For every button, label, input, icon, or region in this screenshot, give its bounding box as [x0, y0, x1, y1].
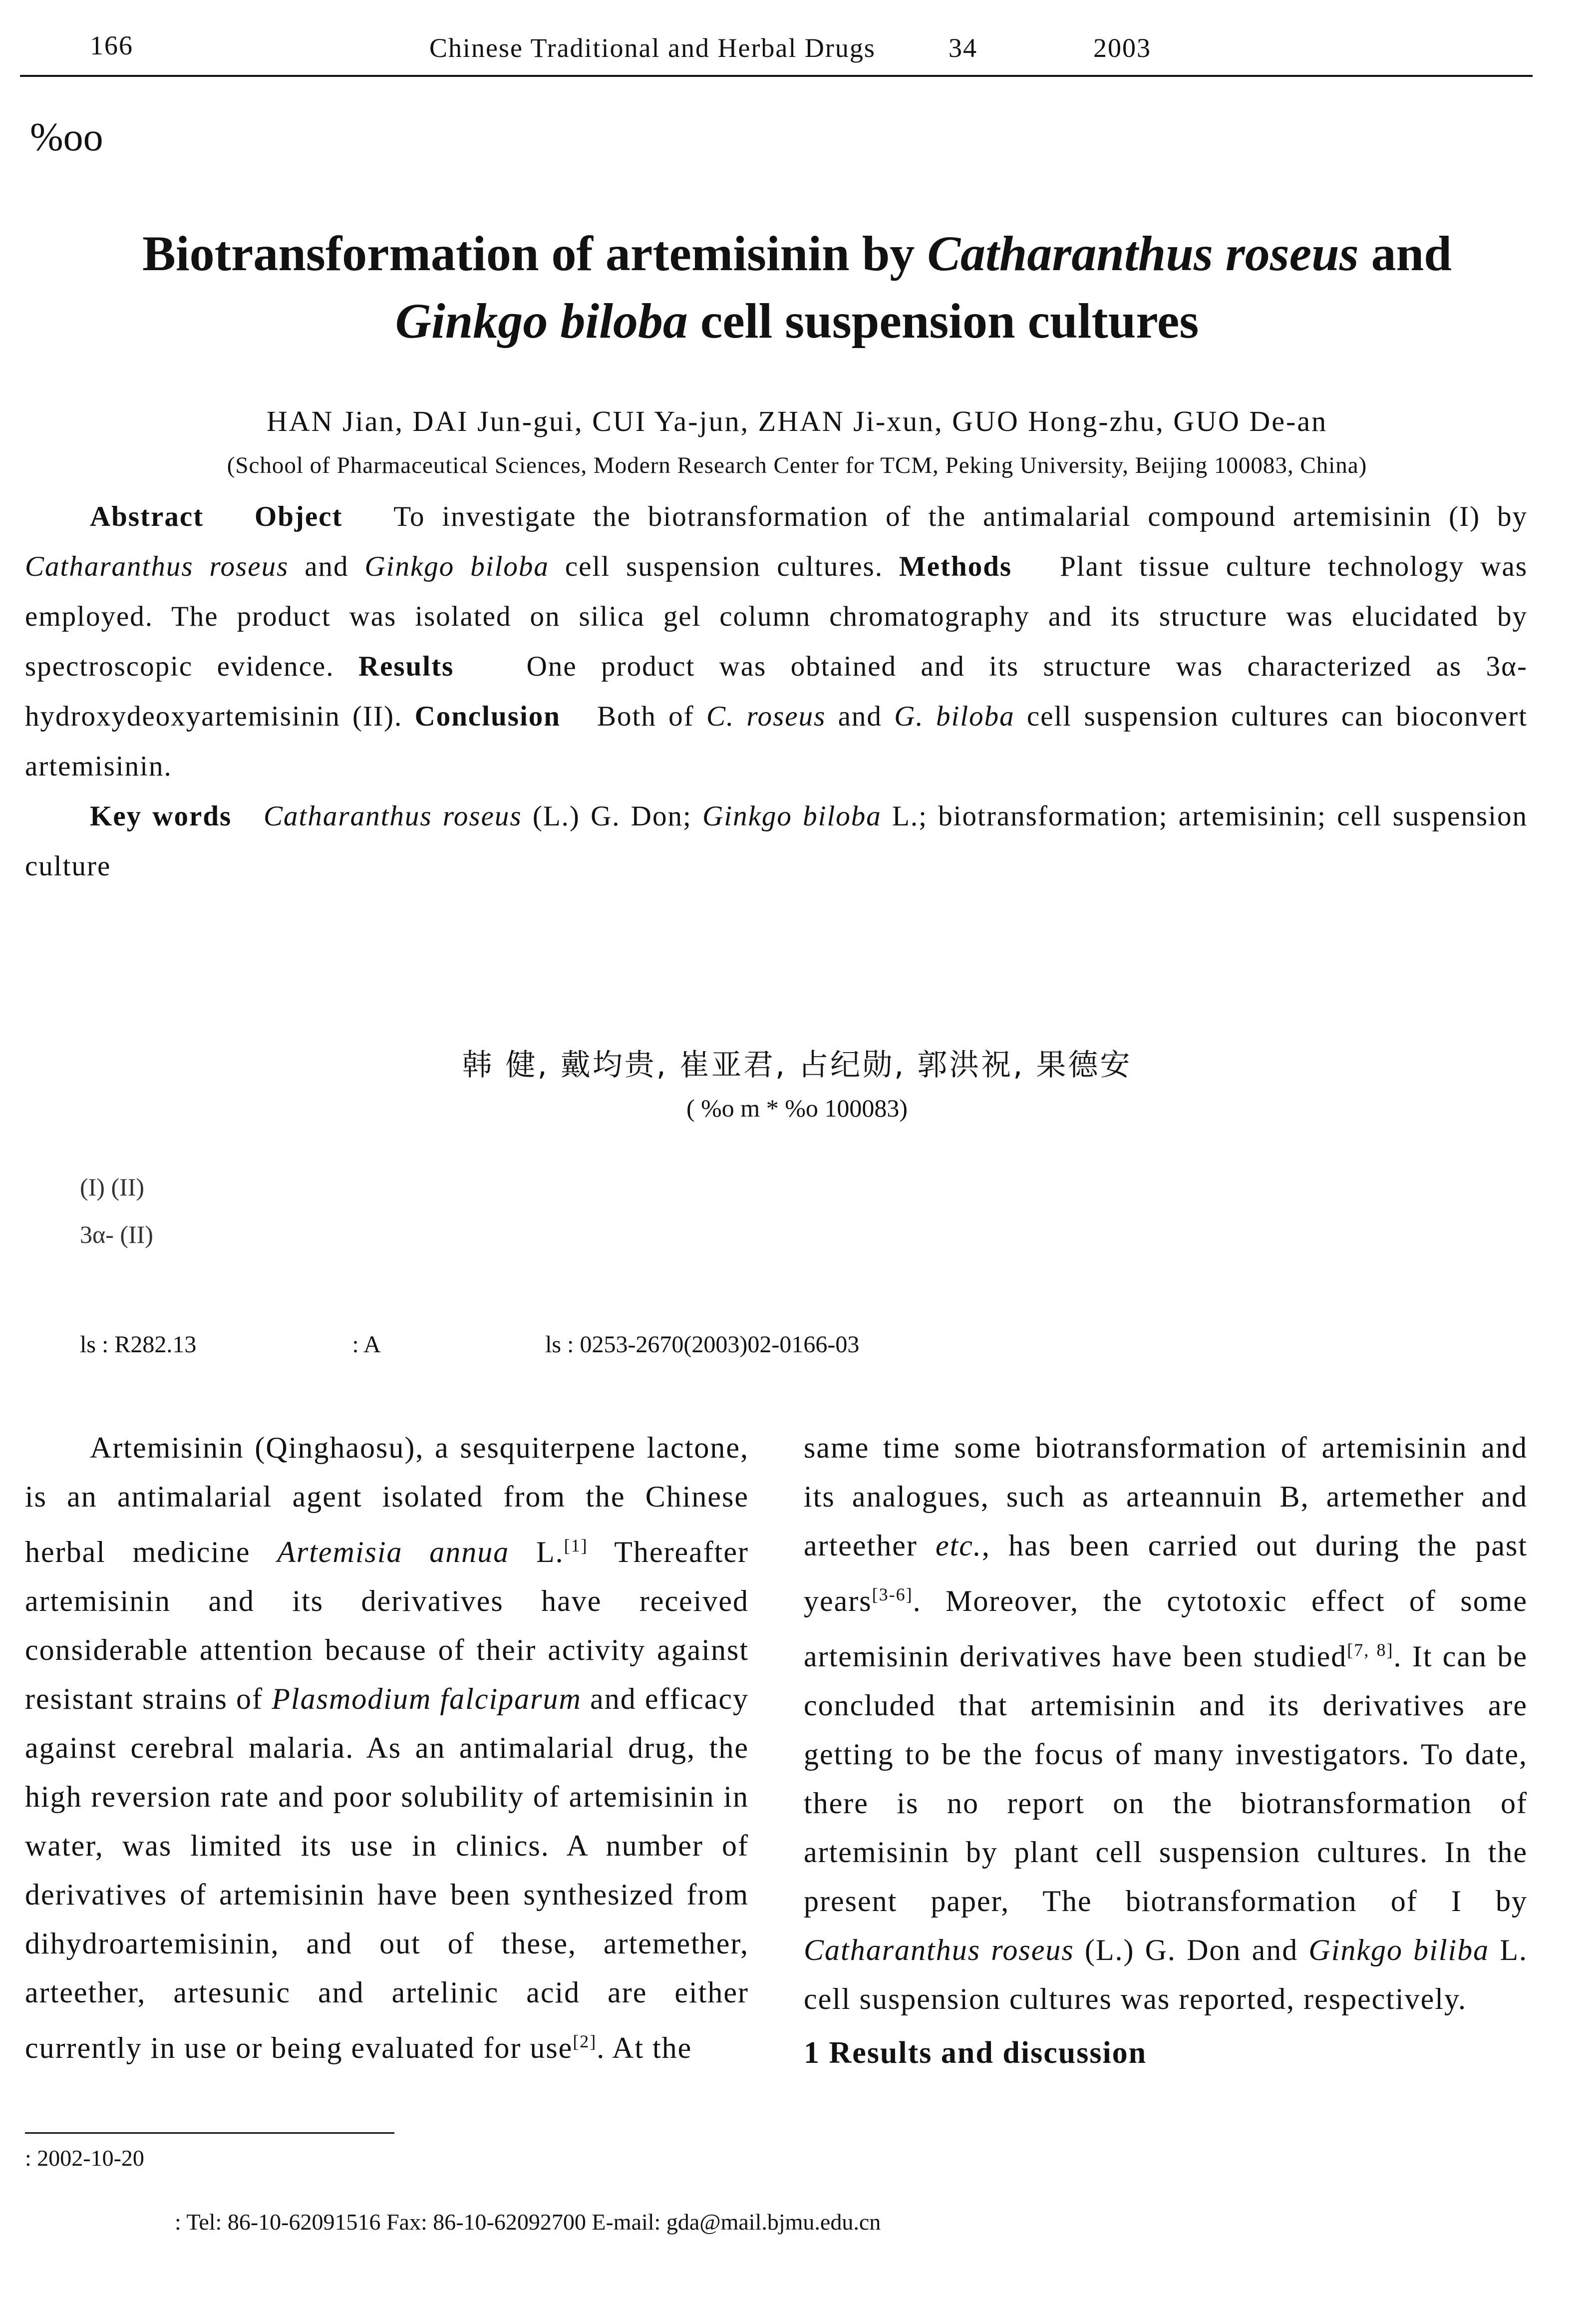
title-part1: Biotransformation of artemisinin by — [142, 226, 928, 281]
journal-name: Chinese Traditional and Herbal Drugs — [429, 33, 876, 63]
body-left-column — [25, 1423, 749, 2072]
ref-3: [3-6] — [872, 1584, 913, 1604]
conclusion-species1: C. roseus — [706, 701, 826, 732]
keyword-2: Ginkgo biloba — [702, 800, 882, 832]
conclusion-text2: cell suspension cultures can bioconvert artemisinin. — [25, 701, 1528, 782]
article-title-line2 — [0, 287, 1594, 355]
header-rule — [20, 75, 1533, 77]
ref-2: [2] — [573, 2031, 597, 2051]
rc-text-4: . It can be concluded that artemisinin and its derivatives are getting to be the focus of many investigators. To date, there is no report on the biotransformation of artemisinin by plant cell suspension cultures. In the present paper, The biotransformation of I by — [804, 1640, 1528, 1918]
footnote-blank — [25, 2174, 881, 2206]
object-label: Object — [254, 501, 343, 532]
object-text: To investigate the biotransformation of the antimalarial compound artemisinin (I) by — [393, 501, 1528, 532]
keyword-1: Catharanthus roseus — [264, 800, 522, 832]
section-label: %oo — [30, 115, 103, 159]
chinese-affiliation: ( %o m * %o 100083) — [686, 1094, 908, 1122]
conclusion-and: and — [826, 701, 895, 732]
rc-species-1: Catharanthus roseus — [804, 1934, 1074, 1966]
conclusion-species2: G. biloba — [894, 701, 1015, 732]
plasmodium-name: Plasmodium falciparum — [272, 1682, 582, 1715]
footnote-rule — [25, 2132, 394, 2134]
keyword-1-author: (L.) G. Don; — [522, 800, 703, 832]
body-text-1: Artemisinin (Qinghaosu), a sesquiterpene lactone, is an antimalarial agent isolated from the Chinese herbal medicine — [25, 1431, 749, 1568]
abstract-paragraph — [25, 492, 1528, 791]
body-text-4: . At the — [597, 2031, 692, 2064]
article-id: 0253-2670(2003)02-0166-03 — [580, 1331, 860, 1358]
doc-code-label: : — [352, 1331, 364, 1358]
artemisia-author: L. — [509, 1536, 564, 1568]
etc: etc. — [935, 1529, 982, 1562]
author-list: HAN Jian, DAI Jun-gui, CUI Ya-jun, ZHAN Ji-xun, GUO Hong-zhu, GUO De-an — [266, 405, 1328, 437]
received-date: : 2002-10-20 — [25, 2145, 144, 2171]
chinese-abstract — [80, 1163, 1468, 1258]
title-species2: Ginkgo biloba — [395, 293, 688, 349]
object-species1: Catharanthus roseus — [25, 551, 289, 582]
contact-info: : Tel: 86-10-62091516 Fax: 86-10-62092700 E-mail: gda@mail.bjmu.edu.cn — [175, 2209, 881, 2235]
rc-text-3: . Moreover, the cytotoxic effect of some artemisinin derivatives have been studied — [804, 1584, 1528, 1673]
class-number: R282.13 — [114, 1331, 197, 1358]
ref-4: [7, 8] — [1347, 1640, 1394, 1660]
rc-text-5: (L.) G. Don and — [1074, 1934, 1309, 1966]
results-text: One product was obtained and its structure was characterized as 3α-hydroxydeoxyartemisinin (II). — [25, 651, 1528, 732]
journal-volume: 34 — [949, 33, 977, 63]
object-end: cell suspension cultures. — [549, 551, 883, 582]
object-species2: Ginkgo biloba — [364, 551, 549, 582]
chinese-abstract-line-2: 3α- (II) — [80, 1220, 153, 1248]
chinese-abstract-line-1: (I) (II) — [80, 1173, 145, 1201]
rc-text-6: L. cell suspension cultures was reported, respectively. — [804, 1934, 1528, 2015]
body-text-2: Thereafter artemisinin and its derivatives have received considerable attention because of their activity against resistant strains of — [25, 1536, 749, 1715]
body-right-column — [804, 1423, 1528, 2077]
object-and: and — [289, 551, 365, 582]
title-part2: and — [1358, 226, 1452, 281]
class-number-label: ls : — [80, 1331, 115, 1358]
chinese-authors: 韩 健, 戴均贵, 崔亚君, 占纪勋, 郭洪祝, 果德安 — [462, 1048, 1132, 1083]
body-paragraph-2 — [804, 1423, 1528, 2023]
methods-label: Methods — [899, 551, 1012, 582]
body-paragraph-1 — [25, 1423, 749, 2072]
footnotes — [25, 2142, 881, 2238]
section-heading: 1 Results and discussion — [804, 2036, 1147, 2070]
body-text-3: and efficacy against cerebral malaria. As an antimalarial drug, the high reversion rate and poor solubility of artemisinin in water, was limited its use in clinics. A number of derivatives of artemisinin have been synthesized from dihydroartemisinin, and out of these, artemether, arteether, artesunic and artelinic acid are either currently in use or being evaluated for use — [25, 1682, 749, 2064]
rc-species-2: Ginkgo biliba — [1308, 1934, 1490, 1966]
ref-1: [1] — [564, 1536, 588, 1555]
title-species1: Catharanthus roseus — [927, 226, 1359, 281]
article-id-label: ls : — [545, 1331, 580, 1358]
results-label: Results — [358, 651, 454, 682]
conclusion-label: Conclusion — [414, 701, 561, 732]
methods-text: Plant tissue culture technology was employed. The product was isolated on silica gel column chromatography and its structure was elucidated by spectroscopic evidence. — [25, 551, 1528, 682]
classification-line — [80, 1331, 859, 1358]
doc-code: A — [363, 1331, 380, 1358]
rc-text-2: , has been carried out during the past years — [804, 1529, 1528, 1617]
keyword-rest: L.; biotransformation; artemisinin; cell suspension culture — [25, 800, 1528, 882]
rc-text-1: same time some biotransformation of artemisinin and its analogues, such as arteannuin B, artemether and arteether — [804, 1431, 1528, 1562]
conclusion-text1: Both of — [597, 701, 706, 732]
artemisia-name: Artemisia annua — [277, 1536, 510, 1568]
article-title — [0, 220, 1594, 287]
abstract — [25, 492, 1528, 891]
keywords — [25, 791, 1528, 891]
title-part3: cell suspension cultures — [687, 293, 1199, 349]
affiliation: (School of Pharmaceutical Sciences, Modern Research Center for TCM, Peking University, Beijing 100083, China) — [227, 452, 1367, 478]
keywords-label: Key words — [90, 800, 232, 832]
abstract-label: Abstract — [90, 501, 204, 532]
page-number: 166 — [90, 30, 133, 60]
journal-year: 2003 — [1093, 33, 1151, 63]
